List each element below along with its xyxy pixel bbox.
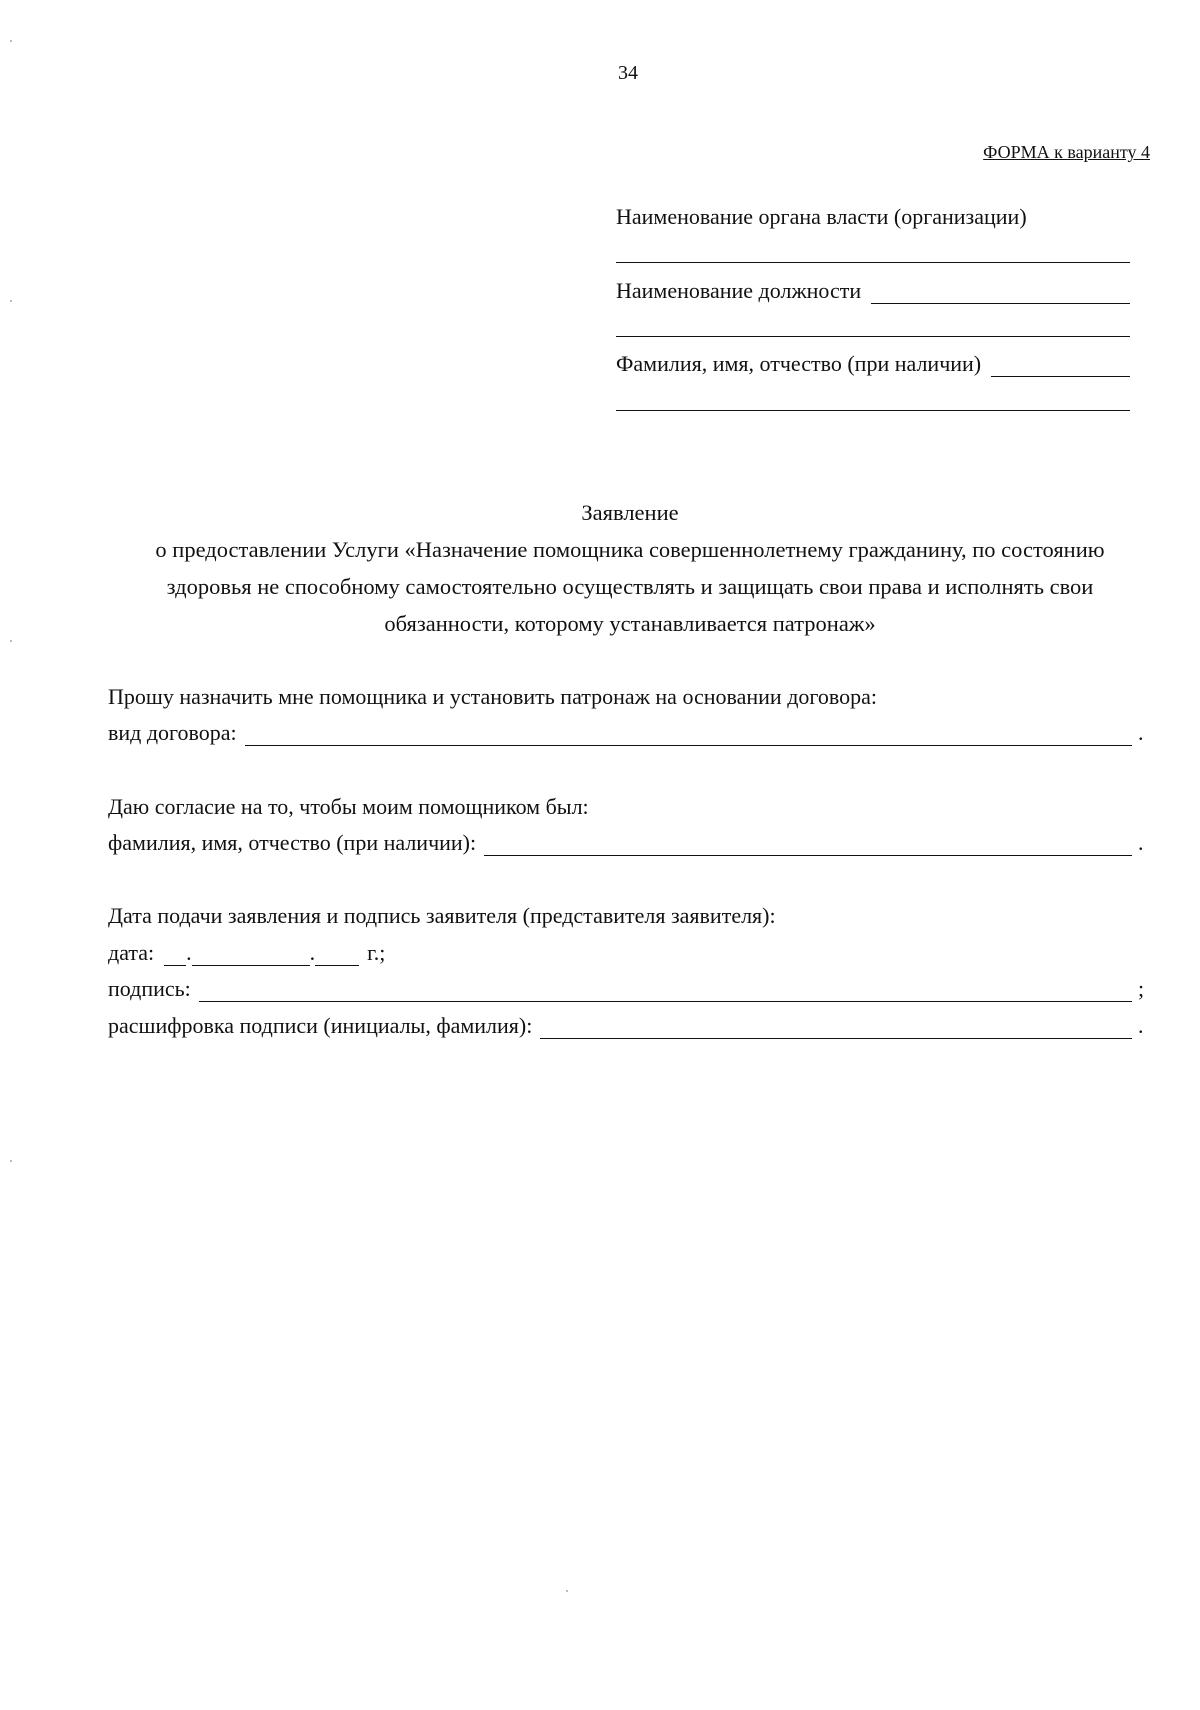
contract-type-end: .: [1138, 720, 1144, 745]
helper-fio-end: .: [1138, 830, 1144, 855]
scan-speck: [10, 1160, 12, 1162]
signature-text-row: [108, 899, 1148, 929]
signature-label: подпись:: [108, 976, 191, 1001]
signature-end: ;: [1138, 976, 1145, 1001]
scan-speck: [10, 40, 12, 42]
date-separator-1: .: [186, 940, 192, 965]
decoding-field[interactable]: [540, 1018, 1132, 1039]
date-row: [108, 936, 385, 966]
fio-label: Фамилия, имя, отчество (при наличии): [616, 351, 982, 376]
date-label: дата:: [108, 940, 155, 965]
date-year-field[interactable]: [315, 945, 359, 966]
request-text-row: [108, 680, 1148, 710]
position-row: [616, 274, 1130, 304]
position-field[interactable]: [871, 281, 1130, 304]
signature-block-text: Дата подачи заявления и подпись заявителя (представителя заявителя):: [108, 903, 776, 928]
authority-label-row: [616, 200, 1130, 230]
date-separator-2: .: [309, 940, 316, 965]
title-line-3: обязанности, которому устанавливается патронаж»: [384, 611, 876, 636]
position-label: Наименование должности: [616, 278, 862, 303]
helper-fio-row: [108, 826, 1148, 856]
consent-text-row: [108, 790, 1148, 820]
authority-label: Наименование органа власти (организации): [616, 204, 1027, 229]
application-title: [90, 494, 1170, 642]
decoding-label: расшифровка подписи (инициалы, фамилия):: [108, 1013, 533, 1038]
scan-speck: [566, 1590, 568, 1592]
form-variant-label: ФОРМА к варианту 4: [983, 142, 1150, 162]
decoding-end: .: [1138, 1013, 1144, 1038]
page-number: 34: [618, 62, 638, 84]
consent-text: Даю согласие на то, чтобы моим помощником был:: [108, 794, 589, 819]
helper-fio-label: фамилия, имя, отчество (при наличии):: [108, 830, 477, 855]
scan-speck: [10, 300, 12, 302]
fio-field[interactable]: [991, 354, 1130, 377]
fio-row: [616, 347, 1130, 377]
title-line-2: здоровья не способному самостоятельно осуществлять и защищать свои права и исполнять свои: [166, 574, 1094, 599]
helper-fio-field[interactable]: [484, 835, 1132, 856]
contract-type-label: вид договора:: [108, 720, 237, 745]
date-month-field[interactable]: [192, 945, 310, 966]
year-suffix: г.;: [367, 940, 386, 965]
request-text: Прошу назначить мне помощника и установить патронаж на основании договора:: [108, 684, 877, 709]
fio-field-line[interactable]: [616, 410, 1130, 411]
position-field-line[interactable]: [616, 336, 1130, 337]
signature-row: [108, 972, 1148, 1002]
contract-type-field[interactable]: [245, 725, 1132, 746]
title-line-1: о предоставлении Услуги «Назначение помощника совершеннолетнему гражданину, по состоянию: [155, 537, 1105, 562]
authority-field[interactable]: [616, 262, 1130, 263]
decoding-row: [108, 1009, 1148, 1039]
signature-field[interactable]: [199, 981, 1132, 1002]
title-heading: Заявление: [581, 500, 679, 525]
date-day-field[interactable]: [164, 945, 186, 966]
scan-speck: [10, 640, 12, 642]
contract-type-row: [108, 716, 1148, 746]
